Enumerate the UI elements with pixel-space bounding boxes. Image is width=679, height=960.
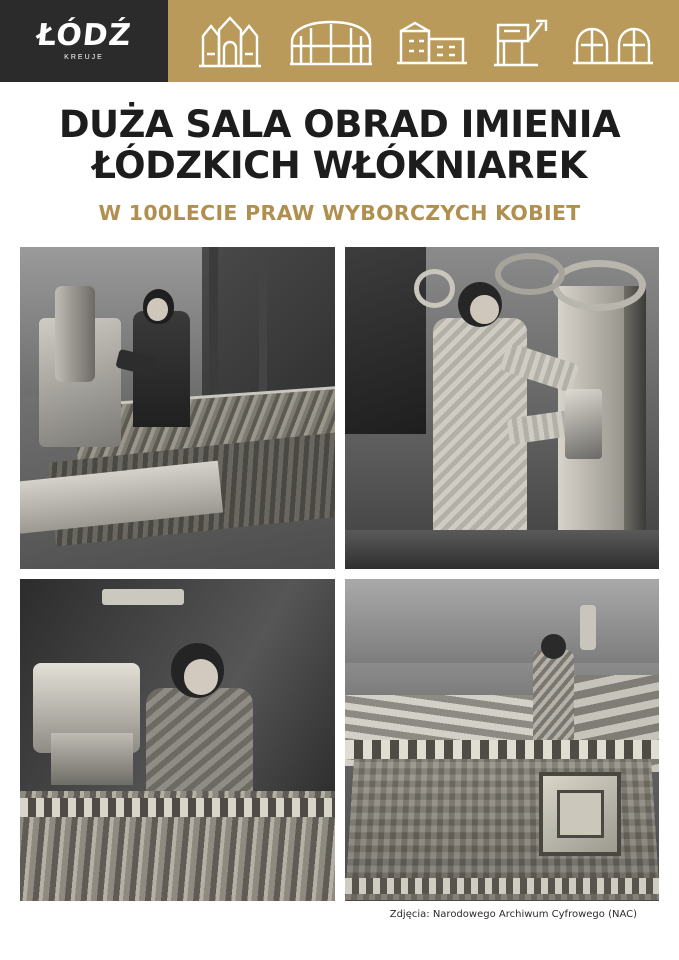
photo-weaver-with-handtool — [345, 247, 660, 569]
lodz-logo-box — [0, 0, 168, 82]
lodz-city-logo — [35, 18, 134, 61]
factory-building-icon — [395, 17, 469, 65]
logo-wordmark: ŁÓDŹ — [35, 18, 134, 53]
photo-grid — [20, 247, 659, 901]
logo-tagline: KREUJE — [64, 54, 104, 61]
photo-carpet-hall — [345, 579, 660, 901]
photo-weaver-at-finishing-machine — [20, 579, 335, 901]
title-block — [0, 82, 679, 239]
lodz-cathedral-icon — [193, 14, 267, 68]
page-title-line-1: DUŻA SALA OBRAD IMIENIA — [58, 103, 621, 146]
landmark-icon-strip — [168, 0, 679, 82]
market-hall-icon — [288, 16, 374, 66]
ec1-arches-icon — [571, 17, 655, 65]
header-bar — [0, 0, 679, 82]
page-title-line-2: ŁÓDZKICH WŁÓKNIAREK — [92, 144, 587, 188]
photo-weaver-at-shearing-machine — [20, 247, 335, 569]
loom-machine-icon — [490, 15, 550, 67]
credit-row — [20, 901, 659, 920]
photo-credit: Zdjęcia: Narodowego Archiwum Cyfrowego (NAC) — [389, 908, 637, 920]
page-subtitle: W 100LECIE PRAW WYBORCZYCH KOBIET — [98, 200, 581, 225]
